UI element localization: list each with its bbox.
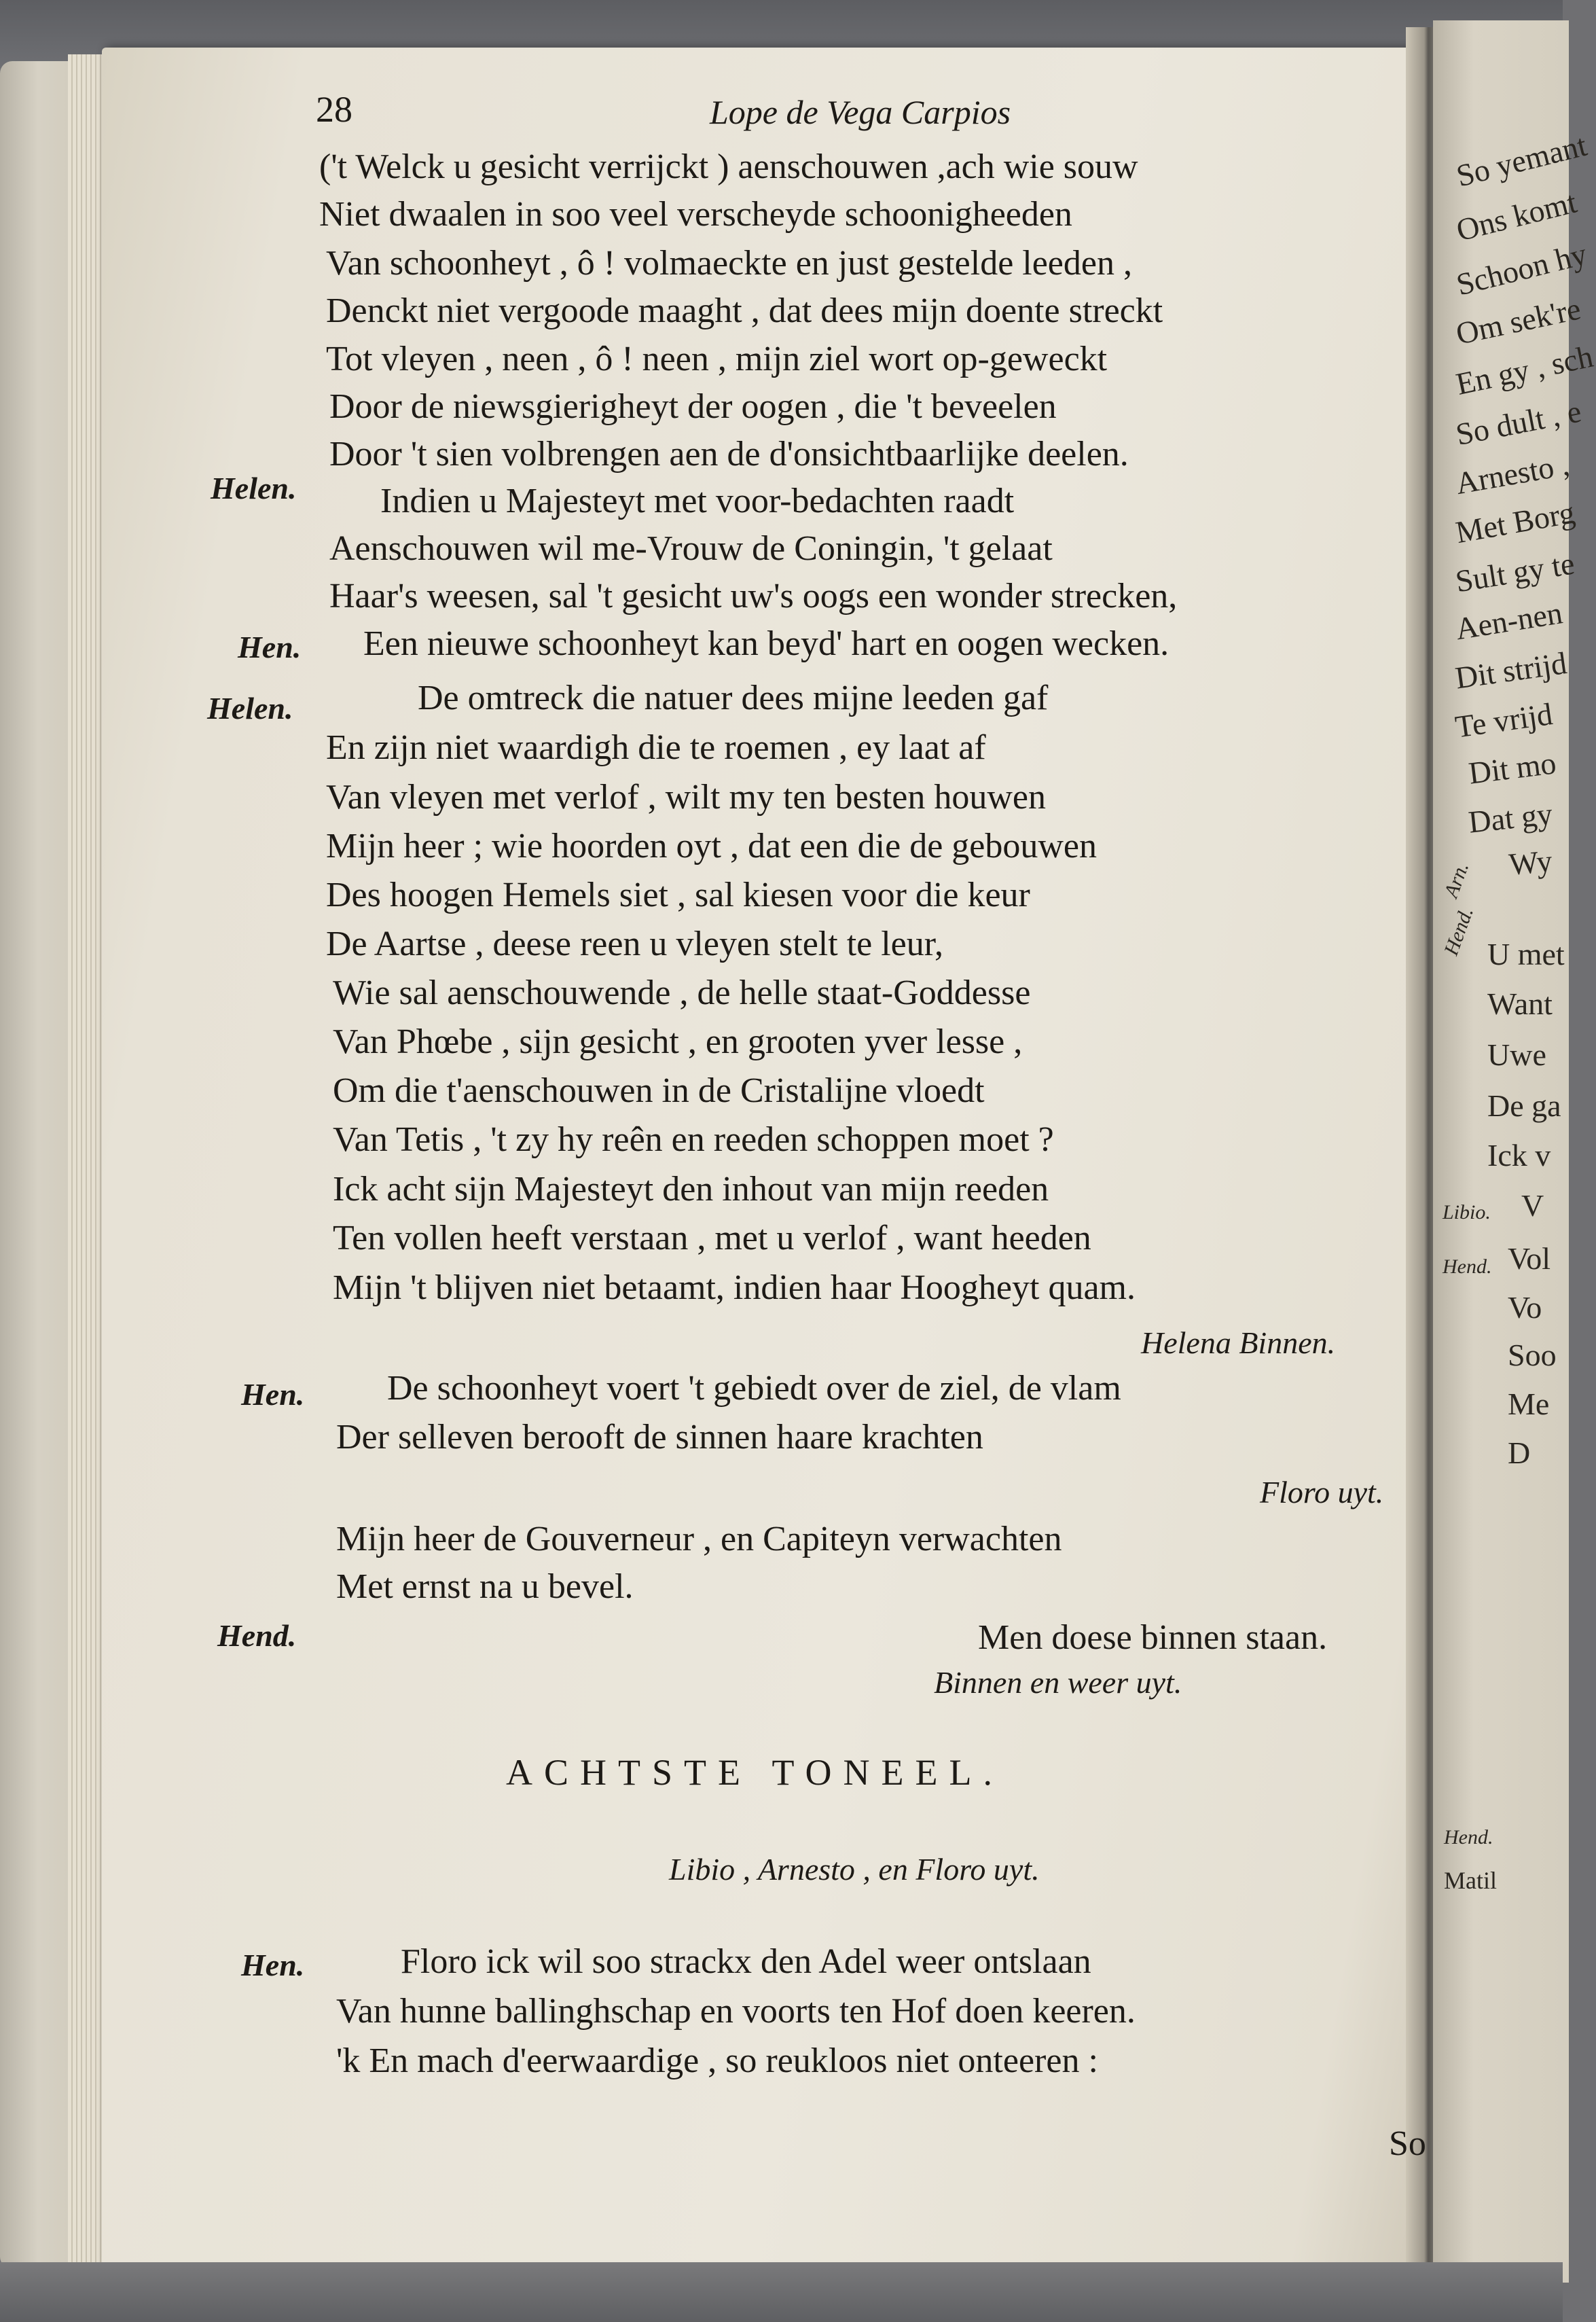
catchword: So [1389,2124,1426,2163]
facing-line: So yemant [1453,127,1591,194]
facing-line: Vol [1508,1241,1551,1276]
speaker-label: Hen. [241,1377,305,1412]
verse-line: Een nieuwe schoonheyt kan beyd' hart en oogen wecken. [363,624,1169,663]
verse-line: Van vleyen met verlof , wilt my ten besten houwen [326,778,1046,817]
facing-line: Ick v [1487,1138,1551,1173]
verse-line: Om die t'aenschouwen in de Cristalijne vloedt [333,1071,985,1110]
facing-line: Wy [1507,843,1554,882]
facing-speaker: Hend. [1444,1826,1493,1848]
facing-line: Dit mo [1466,745,1558,791]
facing-line: V [1521,1188,1544,1223]
verse-line: De Aartse , deese reen u vleyen stelt te leur, [326,925,943,963]
speaker-label: Hend. [217,1618,297,1653]
facing-line: Aen-nen [1453,595,1565,647]
verse-line: Des hoogen Hemels siet , sal kiesen voor die keur [326,876,1030,914]
verse-line: Denckt niet vergoode maaght , dat dees mijn doente streckt [326,291,1163,330]
verse-line: Van hunne ballinghschap en voorts ten Hof doen keeren. [336,1992,1136,2031]
facing-line: Ons komt [1453,184,1580,248]
speaker-label: Helen. [207,691,293,726]
verse-line: Ten vollen heeft verstaan , met u verlof , want heeden [333,1219,1091,1257]
verse-line: Haar's weesen, sal 't gesicht uw's oogs een wonder strecken, [329,577,1178,615]
facing-line: Vo [1508,1290,1542,1325]
facing-line: Te vrijd [1453,696,1555,745]
scene-cast: Libio , Arnesto , en Floro uyt. [669,1852,1040,1887]
backdrop-bottom [0,2262,1563,2322]
verse-line: De omtreck die natuer dees mijne leeden gaf [418,679,1049,717]
verse-line: ('t Welck u gesicht verrijckt ) aenschouwen ,ach wie souw [319,147,1138,186]
verse-line: Mijn 't blijven niet betaamt, indien haar Hoogheyt quam. [333,1268,1136,1307]
verse-line: De schoonheyt voert 't gebiedt over de ziel, de vlam [387,1369,1121,1408]
scene-title: ACHTSTE TONEEL. [506,1752,1004,1793]
verse-line: Van Phœbe , sijn gesicht , en grooten yver lesse , [333,1022,1023,1061]
verse-line: Floro ick wil soo strackx den Adel weer ontslaan [401,1942,1091,1981]
verse-line: Door de niewsgierigheyt der oogen , die 't beveelen [329,387,1057,426]
verse-line: Men doese binnen staan. [978,1618,1328,1657]
facing-line: De ga [1487,1088,1561,1123]
verse-line: Wie sal aenschouwende , de helle staat-Goddesse [333,974,1031,1012]
verse-line: Aenschouwen wil me-Vrouw de Coningin, 't gelaat [329,529,1053,568]
facing-page [1433,20,1596,2283]
facing-speaker: Arn. [1440,859,1474,901]
verse-line: Mijn heer ; wie hoorden oyt , dat een die de gebouwen [326,827,1097,865]
facing-line: Uwe [1487,1037,1546,1072]
verse-line: Met ernst na u bevel. [336,1567,634,1606]
verse-line: Van schoonheyt , ô ! volmaeckte en just gestelde leeden , [326,244,1132,283]
facing-line: So dult , e [1453,393,1584,452]
facing-line: Om sek're [1453,291,1584,351]
verse-line: Ick acht sijn Majesteyt den inhout van mijn reeden [333,1170,1049,1209]
facing-speaker: Hend. [1440,904,1478,959]
facing-line: Schoon hy [1453,236,1591,302]
facing-line: Soo [1508,1338,1557,1372]
verse-line: Van Tetis , 't zy hy reên en reeden schoppen moet ? [333,1120,1054,1159]
facing-line: Me [1508,1387,1550,1421]
speaker-label: Hen. [238,630,302,664]
verse-line: Der selleven berooft de sinnen haare krachten [336,1418,983,1457]
facing-line: Arnesto , [1453,446,1572,501]
verse-line: Indien u Majesteyt met voor-bedachten raadt [380,482,1015,520]
speaker-label: Helen. [211,471,297,505]
verse-line: Door 't sien volbrengen aen de d'onsichtbaarlijke deelen. [329,435,1129,474]
facing-speaker: Hend. [1443,1255,1492,1278]
verse-line: Niet dwaalen in soo veel verscheyde schoonigheeden [319,195,1072,234]
verse-line: Mijn heer de Gouverneur , en Capiteyn verwachten [336,1520,1062,1558]
facing-line: Dat gy [1466,796,1555,840]
verse-line: Tot vleyen , neen , ô ! neen , mijn ziel wort op-geweckt [326,340,1108,378]
verse-line: En zijn niet waardigh die te roemen , ey laat af [326,728,986,767]
facing-speaker: Libio. [1443,1201,1491,1223]
facing-line: Dit strijd [1453,645,1569,696]
stage-direction: Helena Binnen. [1141,1325,1336,1360]
facing-line: Sult gy te [1453,546,1577,599]
stage-direction: Floro uyt. [1260,1475,1384,1510]
facing-line: En gy , sch [1453,338,1596,401]
verse-line: 'k En mach d'eerwaardige , so reukloos niet onteeren : [336,2041,1098,2080]
stage-direction: Binnen en weer uyt. [934,1665,1182,1700]
running-head: Lope de Vega Carpios [710,93,1011,131]
page-number: 28 [316,89,352,130]
speaker-label: Hen. [241,1948,305,1982]
facing-line: D [1508,1435,1531,1470]
facing-line: Met Borg [1453,495,1578,550]
facing-line: Want [1487,986,1553,1021]
facing-line: U met [1487,937,1565,971]
facing-line: Matil [1444,1867,1497,1894]
